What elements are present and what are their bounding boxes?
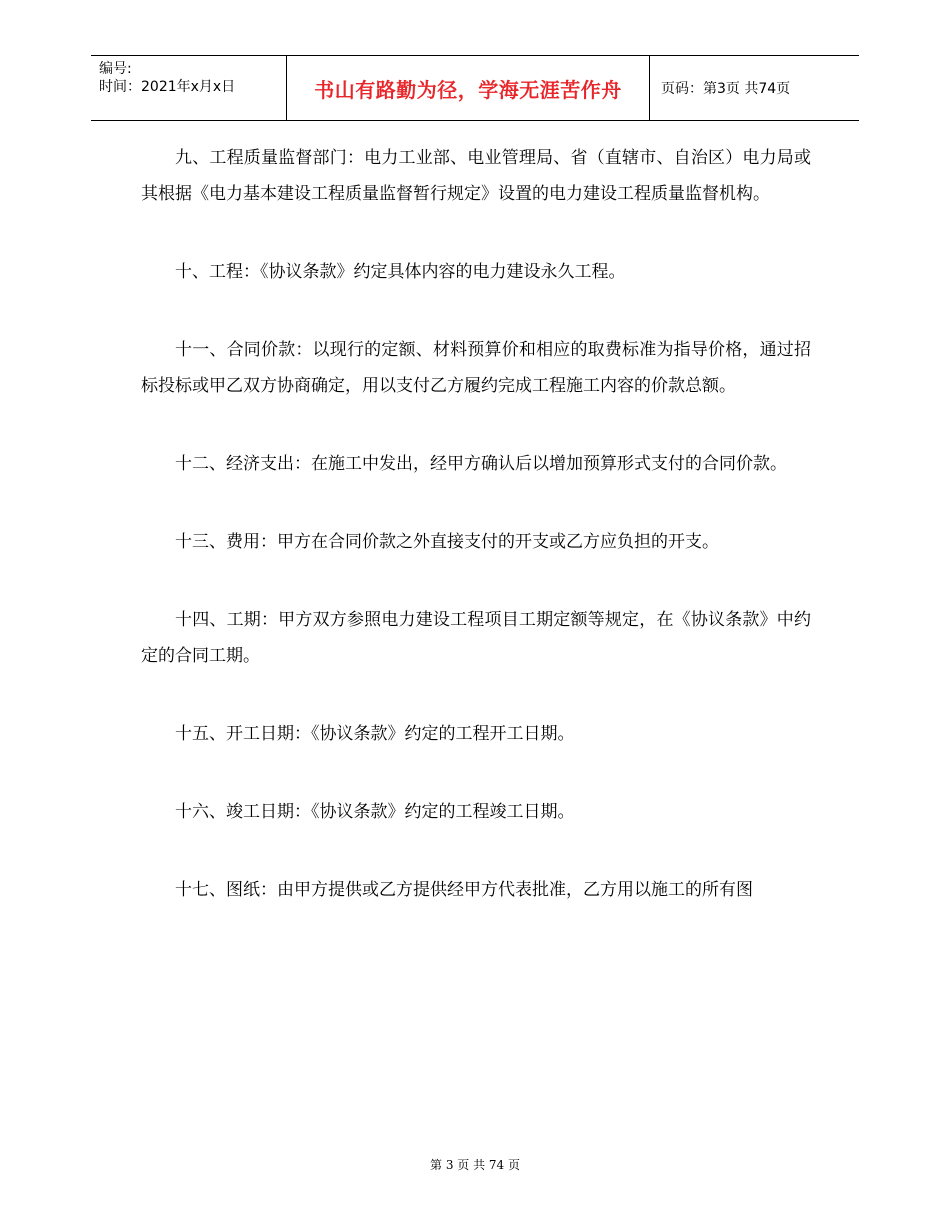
page-footer: 第 3 页 共 74 页	[430, 1158, 520, 1172]
paragraph: 十七、图纸：由甲方提供或乙方提供经甲方代表批准，乙方用以施工的所有图	[175, 880, 753, 900]
document-body	[141, 140, 811, 950]
document-number-label: 编号:	[99, 61, 132, 77]
page-header	[91, 55, 859, 121]
paragraph: 十六、竣工日期：《协议条款》约定的工程竣工日期。	[175, 802, 575, 822]
header-page-info: 页码：第3页 共74页	[661, 81, 791, 97]
paragraph: 十三、费用：甲方在合同价款之外直接支付的开支或乙方应负担的开支。	[175, 532, 719, 552]
paragraph: 十、工程：《协议条款》约定具体内容的电力建设永久工程。	[175, 262, 626, 282]
header-divider	[649, 56, 650, 120]
paragraph: 九、工程质量监督部门：电力工业部、电业管理局、省（直辖市、自治区）电力局或其根据《电力基本建设工程质量监督暂行规定》设置的电力建设工程质量监督机构。	[141, 148, 811, 204]
paragraph: 十五、开工日期：《协议条款》约定的工程开工日期。	[175, 724, 575, 744]
paragraph: 十四、工期：甲方双方参照电力建设工程项目工期定额等规定，在《协议条款》中约定的合同工期。	[141, 610, 811, 666]
paragraph: 十一、合同价款：以现行的定额、材料预算价和相应的取费标准为指导价格，通过招标投标或甲乙双方协商确定，用以支付乙方履约完成工程施工内容的价款总额。	[141, 340, 811, 396]
header-meta	[99, 60, 235, 96]
paragraph: 十二、经济支出：在施工中发出，经甲方确认后以增加预算形式支付的合同价款。	[175, 454, 787, 474]
document-time: 时间：2021年x月x日	[99, 79, 236, 95]
header-motto: 书山有路勤为径，学海无涯苦作舟	[314, 77, 622, 102]
